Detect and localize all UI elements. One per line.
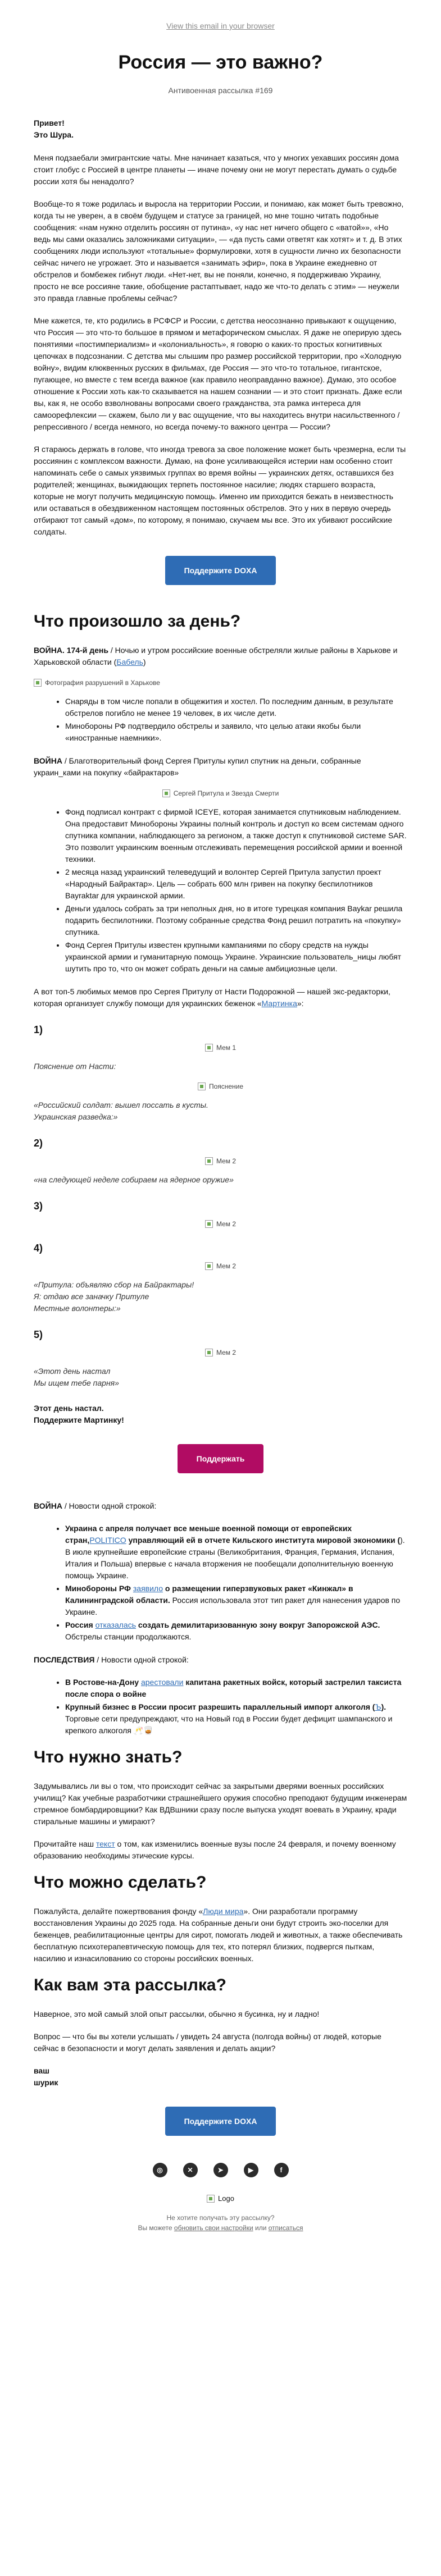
unsubscribe-link[interactable]: отписаться: [268, 2224, 303, 2232]
x-icon[interactable]: ✕: [183, 2163, 198, 2177]
news-link[interactable]: POLITICO: [89, 1536, 126, 1545]
news-item: [65, 1619, 407, 1643]
babel-link[interactable]: Бабель: [116, 657, 143, 666]
memes-list: [34, 1024, 407, 1389]
meme-image: [34, 1083, 407, 1090]
meme-caption: [34, 1099, 407, 1123]
caption-line: Украинская разведка:»: [34, 1112, 118, 1121]
caption-line: Пояснение от Насти:: [34, 1062, 116, 1071]
issue-number: Антивоенная рассылка #169: [168, 86, 273, 95]
meme-block: [34, 1200, 407, 1228]
section-title-do: Что можно сделать?: [34, 1873, 207, 1892]
bullet-list: [34, 806, 407, 975]
news-label: ВОЙНА / Новости одной строкой:: [34, 1501, 157, 1510]
news-link[interactable]: заявило: [133, 1584, 163, 1593]
meme-image: [34, 1262, 407, 1270]
how-paragraph: Наверное, это мой самый злой опыт рассылки, обычно я бусинка, ну и ладно!: [34, 2009, 320, 2018]
footer-logo: Logo: [34, 2194, 407, 2203]
facebook-icon[interactable]: f: [274, 2163, 289, 2177]
kharkiv-photo: Фотография разрушений в Харькове: [34, 679, 407, 687]
footer: Не хотите получать эту рассылку? Вы можете обновить свои настройки или отписаться: [138, 2214, 303, 2232]
news-link[interactable]: отказалась: [95, 1620, 136, 1629]
meme-alt: Пояснение: [208, 1083, 244, 1090]
news-end: Обстрелы станции продолжаются.: [65, 1632, 192, 1641]
after-list: [34, 1677, 407, 1737]
intro-paragraph: Вообще-то я тоже родилась и выросла на территории России, и понимаю, как может быть тревожно, когда ты не уверен, а в своём будущем и статусе за границей, но мне тошно читать подобные сообщения: «нам нужно отделить россиян от путина», «у нас нет ничего общего с «ватой»», «Но ведь мы сами оказались заложниками ситуации», — «да пусть сами ответят как хотят» и т. д. В этих сообщениях люди используют «тотальные» формулировки, хотя в сущности лично их безопасности сейчас ничего не угрожает. Это и называется «занимать эфир», пока в Украине ежедневно от обстрелов и бомбежек гибнут люди. «Нет-нет, вы не поняли, конечно, я поддерживаю Украину, просто не все россияне такие, обобщение растаптывает, надо же что-то делать с этим» — неужели это правда главные проблемы сейчас?: [34, 199, 404, 303]
broken-image-icon: [205, 1220, 213, 1228]
caption-line: Местные волонтеры:»: [34, 1304, 121, 1313]
meme-caption: [34, 1365, 407, 1389]
meme-alt: Мем 1: [216, 1044, 237, 1052]
update-preferences-link[interactable]: обновить свои настройки: [174, 2224, 253, 2232]
greeting: Привет! Это Шура.: [34, 118, 74, 139]
war-news: ВОЙНА. 174-й день / Ночью и утром российские военные обстреляли жилые районы в Харькове и Харьковской области (Бабель): [34, 646, 398, 666]
news-rest: о размещении гиперзвуковых ракет «Кинжал» в Калининградской области.: [65, 1584, 353, 1605]
list-item: • Деньги удалось собрать за три неполных дня, но в итоге турецкая компания Baykar решила подарить беспилотники. Поэтому собранные средства Фонд решил потратить на «покупку» спутника.: [65, 903, 407, 938]
meme-block: [34, 1138, 407, 1186]
meme-image: [34, 1157, 407, 1165]
telegram-icon[interactable]: ➤: [213, 2163, 228, 2177]
meme-block: [34, 1243, 407, 1314]
meme-number: 5): [34, 1329, 43, 1340]
news-bold: Россия: [65, 1620, 96, 1629]
donate-button[interactable]: Поддержите DOXA: [165, 556, 276, 585]
intro-paragraph: Меня подзаебали эмигрантские чаты. Мне начинает казаться, что у многих уехавших россиян дома стоит глобус с Россией в центре планеты — иначе почему они не могут перестать думать о судьбе россии хотя бы ненадолго?: [34, 153, 399, 186]
martinka-link[interactable]: Мартинка: [261, 999, 297, 1008]
list-item: • Снаряды в том числе попали в общежития и хостел. По последним данным, в результате обстрелов погибло не менее 19 человек, в их числе дети.: [65, 696, 407, 719]
signature: ваш шурик: [34, 2066, 58, 2087]
news-item: [65, 1677, 407, 1700]
social-links: [34, 2163, 407, 2177]
caption-line: Мы ищем тебе парня»: [34, 1378, 119, 1387]
intro-paragraph: Мне кажется, те, кто родились в РСФСР и России, с детства неосознанно привыкают к ощущению, что Россия — это что-то большое в прямом и метафорическом смыслах. Я даже не оперирую здесь понятиями «постимпериализм» и «колониальность», я говорю о каких-то простых когнитивных цепочках в подсознании. С детства мы слышим про размер российской территории, про «Холодную войну», видим клюквенных русских в фильмах, где Россия — это что-то тотальное, гигантское, пугающее, но вместе с тем всегда важное (как правило неоправданно важное). Думаю, это особое отношение к России хоть как-то сказывается на нашем сознании — и это стоит признать. Даже если вы, как я, не особо взволнованы вопросами своего гражданства, эта рамка интереса для самоорефлексии — скажем, было ли у вас ощущение, что вы находитесь внутри насильственного / репрессивного / всегда немного, но всегда почему-то важного центра — России?: [34, 316, 402, 431]
youtube-icon[interactable]: ▶: [244, 2163, 258, 2177]
people-of-peace-link[interactable]: Люди мира: [203, 1907, 244, 1916]
broken-image-icon: [205, 1044, 213, 1052]
news-rest: капитана ракетных войск, который застрелил таксиста после спора о войне: [65, 1678, 402, 1698]
know-paragraph: Задумывались ли вы о том, что происходит сейчас за закрытыми дверями военных российских училищ? Как учебные разработчики страшнейшего оружия способно преподают будущим инженерам стремное бомбардировщики? Как ВДВшники сразу после выпуска уходят воевать в Украину, кради стиральные машины и умирают?: [34, 1782, 407, 1826]
news-end: Россия использовала этот тип ракет для нанесения ударов по Украине.: [65, 1596, 401, 1616]
meme-image: [34, 1220, 407, 1228]
list-item: • Фонд подписал контракт с фирмой ICEYE, которая занимается спутниковым наблюдением. Она предоставит Минобороны Украины полный контроль и доступ ко всем системам одного спутника компании, наблюдающего за регионом, а также доступ к спутниковой системе SAR. Это позволит украинским военным отслеживать перемещения российской армии и военной техники.: [65, 806, 407, 865]
meme-caption: [34, 1279, 407, 1314]
news-link[interactable]: Ъ: [375, 1702, 381, 1711]
prytula-photo: Сергей Притула и Звезда Смерти: [34, 789, 407, 797]
news-rest: управляющий ей в отчете Кильского института мировой экономики (: [126, 1536, 401, 1545]
caption-line: «Этот день настал: [34, 1367, 111, 1376]
meme-image: [34, 1349, 407, 1356]
news-item: [65, 1583, 407, 1618]
caption-line: «Притула: объявляю сбор на Байрактары!: [34, 1280, 194, 1289]
broken-image-icon: [34, 679, 42, 687]
meme-alt: Мем 2: [216, 1262, 237, 1270]
meme-block: [34, 1083, 407, 1123]
meme-alt: Мем 2: [216, 1157, 237, 1165]
support-button[interactable]: Поддержать: [178, 1444, 264, 1473]
broken-image-icon: [198, 1083, 206, 1090]
list-item: • Фонд Сергея Притулы известен крупными кампаниями по сбору средств на нужды украинской армии и гуманитарную помощь Украине. Украинские пользователь_ницы любят шутить про то, что он может собрать деньги на самые амбициозные цели.: [65, 939, 407, 975]
caption-line: «Российский солдат: вышел поссать в кусты.: [34, 1100, 208, 1109]
meme-number: 3): [34, 1200, 43, 1212]
meme-block: [34, 1024, 407, 1072]
memes-intro: А вот топ-5 любимых мемов про Сергея Притулу от Насти Подорожной — нашей экс-редакторки, которая организует службу помощи для украинских беженок «Мартинка»:: [34, 987, 390, 1008]
broken-image-icon: [162, 789, 170, 797]
section-title-happened: Что произошло за день?: [34, 612, 241, 631]
broken-image-icon: [207, 2195, 215, 2203]
donate-button-bottom[interactable]: Поддержите DOXA: [165, 2107, 276, 2136]
broken-image-icon: [205, 1349, 213, 1356]
news-item: [65, 1523, 407, 1582]
broken-image-icon: [205, 1262, 213, 1270]
day-came: Этот день настал. Поддержите Мартинку!: [34, 1404, 124, 1424]
list-item: • Минобороны РФ подтвердило обстрелы и заявило, что целью атаки якобы были «иностранные наемники».: [65, 720, 407, 744]
news-link[interactable]: арестовали: [140, 1678, 184, 1687]
news-end: ). В июле крупнейшие европейские страны (Великобритания, Франция, Германия, Испания, Италия и Польша) впервые с начала вторжения не пообещали дополнительную военную помощь Украине.: [65, 1536, 405, 1580]
intro-paragraph: Я стараюсь держать в голове, что иногда тревога за свое положение может быть чрезмерна, если ты россиянин с комплексом важности. Думаю, на фоне усиливающейся истерии нам особенно стоит напоминать себе о самых уязвимых группах во время войны — украинских детях, оставшихся без родителей; женщинах, выжидающих терпеть постоянное насилие; людях старшего возраста, которые не могут получить медицинскую помощь. Именно им приходится бежать в неизвестность или оставаться в обездвиженном настоящем постоянных обстрелов. Это у них в первую очередь отбирают тот самый «дом», по которому, я понимаю, скучаем мы все. Это их убивают российские солдаты.: [34, 445, 406, 536]
after-label: ПОСЛЕДСТВИЯ / Новости одной строкой:: [34, 1655, 189, 1664]
caption-line: Я: отдаю все заначку Притуле: [34, 1292, 149, 1301]
meme-caption: [34, 1174, 407, 1186]
news-item: [65, 1701, 407, 1737]
broken-image-icon: [205, 1157, 213, 1165]
news-bold: Украина с апреля получает все меньше военной помощи от европейских стран,: [65, 1524, 352, 1545]
caption-line: «на следующей неделе собираем на ядерное оружие»: [34, 1175, 234, 1184]
meme-alt: Мем 2: [216, 1220, 237, 1228]
section-title-know: Что нужно знать?: [34, 1748, 183, 1766]
meme-number: 2): [34, 1138, 43, 1149]
news-bold: В Ростове-на-Дону: [65, 1678, 141, 1687]
section-title-how: Как вам эта рассылка?: [34, 1976, 226, 1994]
newsletter-title: Россия — это важно?: [118, 52, 323, 73]
do-paragraph: Пожалуйста, делайте пожертвования фонду «Люди мира». Они разработали программу восстановления Украины до 2025 года. На собранные деньги они будут строить эко-поселки для беженцев, реабилитационные центры для сирот, помогать людей и животных, а также обеспечивать бесплатную психотерапевтическую помощь для тех, кто потерял близких, подвергся пыткам, насилию и изнасилованию со стороны российских военных.: [34, 1907, 403, 1963]
text-link[interactable]: текст: [96, 1839, 115, 1848]
bullet-list: [34, 696, 407, 744]
news-bold: Минобороны РФ: [65, 1584, 133, 1593]
news-end: Торговые сети предупреждают, что на Новый год в России будет дефицит шампанского и крепкого алкоголя 🥂🥃: [65, 1714, 393, 1735]
meme-number: 1): [34, 1024, 43, 1035]
meme-image: [34, 1044, 407, 1052]
list-item: • 2 месяца назад украинский телеведущий и волонтер Сергей Притула запустил проект «Народный Байрактар». Цель — собрать 600 млн гривен на покупку беспилотников Bayraktar для украинской армии.: [65, 866, 407, 902]
how-paragraph: Вопрос — что бы вы хотели услышать / увидеть 24 августа (полгода войны) от людей, которые сейчас в безопасности и могут делать заявления и делать акции?: [34, 2032, 381, 2053]
meme-number: 4): [34, 1243, 43, 1254]
news-list: [34, 1523, 407, 1643]
news-rest: создать демилитаризованную зону вокруг Запорожской АЭС.: [136, 1620, 380, 1629]
know-paragraph: Прочитайте наш текст о том, как изменились военные вузы после 24 февраля, и почему военному образованию необходимы этические курсы.: [34, 1839, 396, 1860]
view-in-browser[interactable]: View this email in your browser: [166, 21, 275, 30]
meme-caption: [34, 1061, 407, 1072]
meme-block: [34, 1329, 407, 1389]
news-rest: ).: [381, 1702, 387, 1711]
news-bold: Крупный бизнес в России просит разрешить параллельный импорт алкоголя (: [65, 1702, 375, 1711]
war-news: ВОЙНА / Благотворительный фонд Сергея Притулы купил спутник на деньги, собранные украин_ками на покупку «байрактаров»: [34, 756, 361, 777]
meme-alt: Мем 2: [216, 1349, 237, 1356]
instagram-icon[interactable]: ◎: [153, 2163, 167, 2177]
